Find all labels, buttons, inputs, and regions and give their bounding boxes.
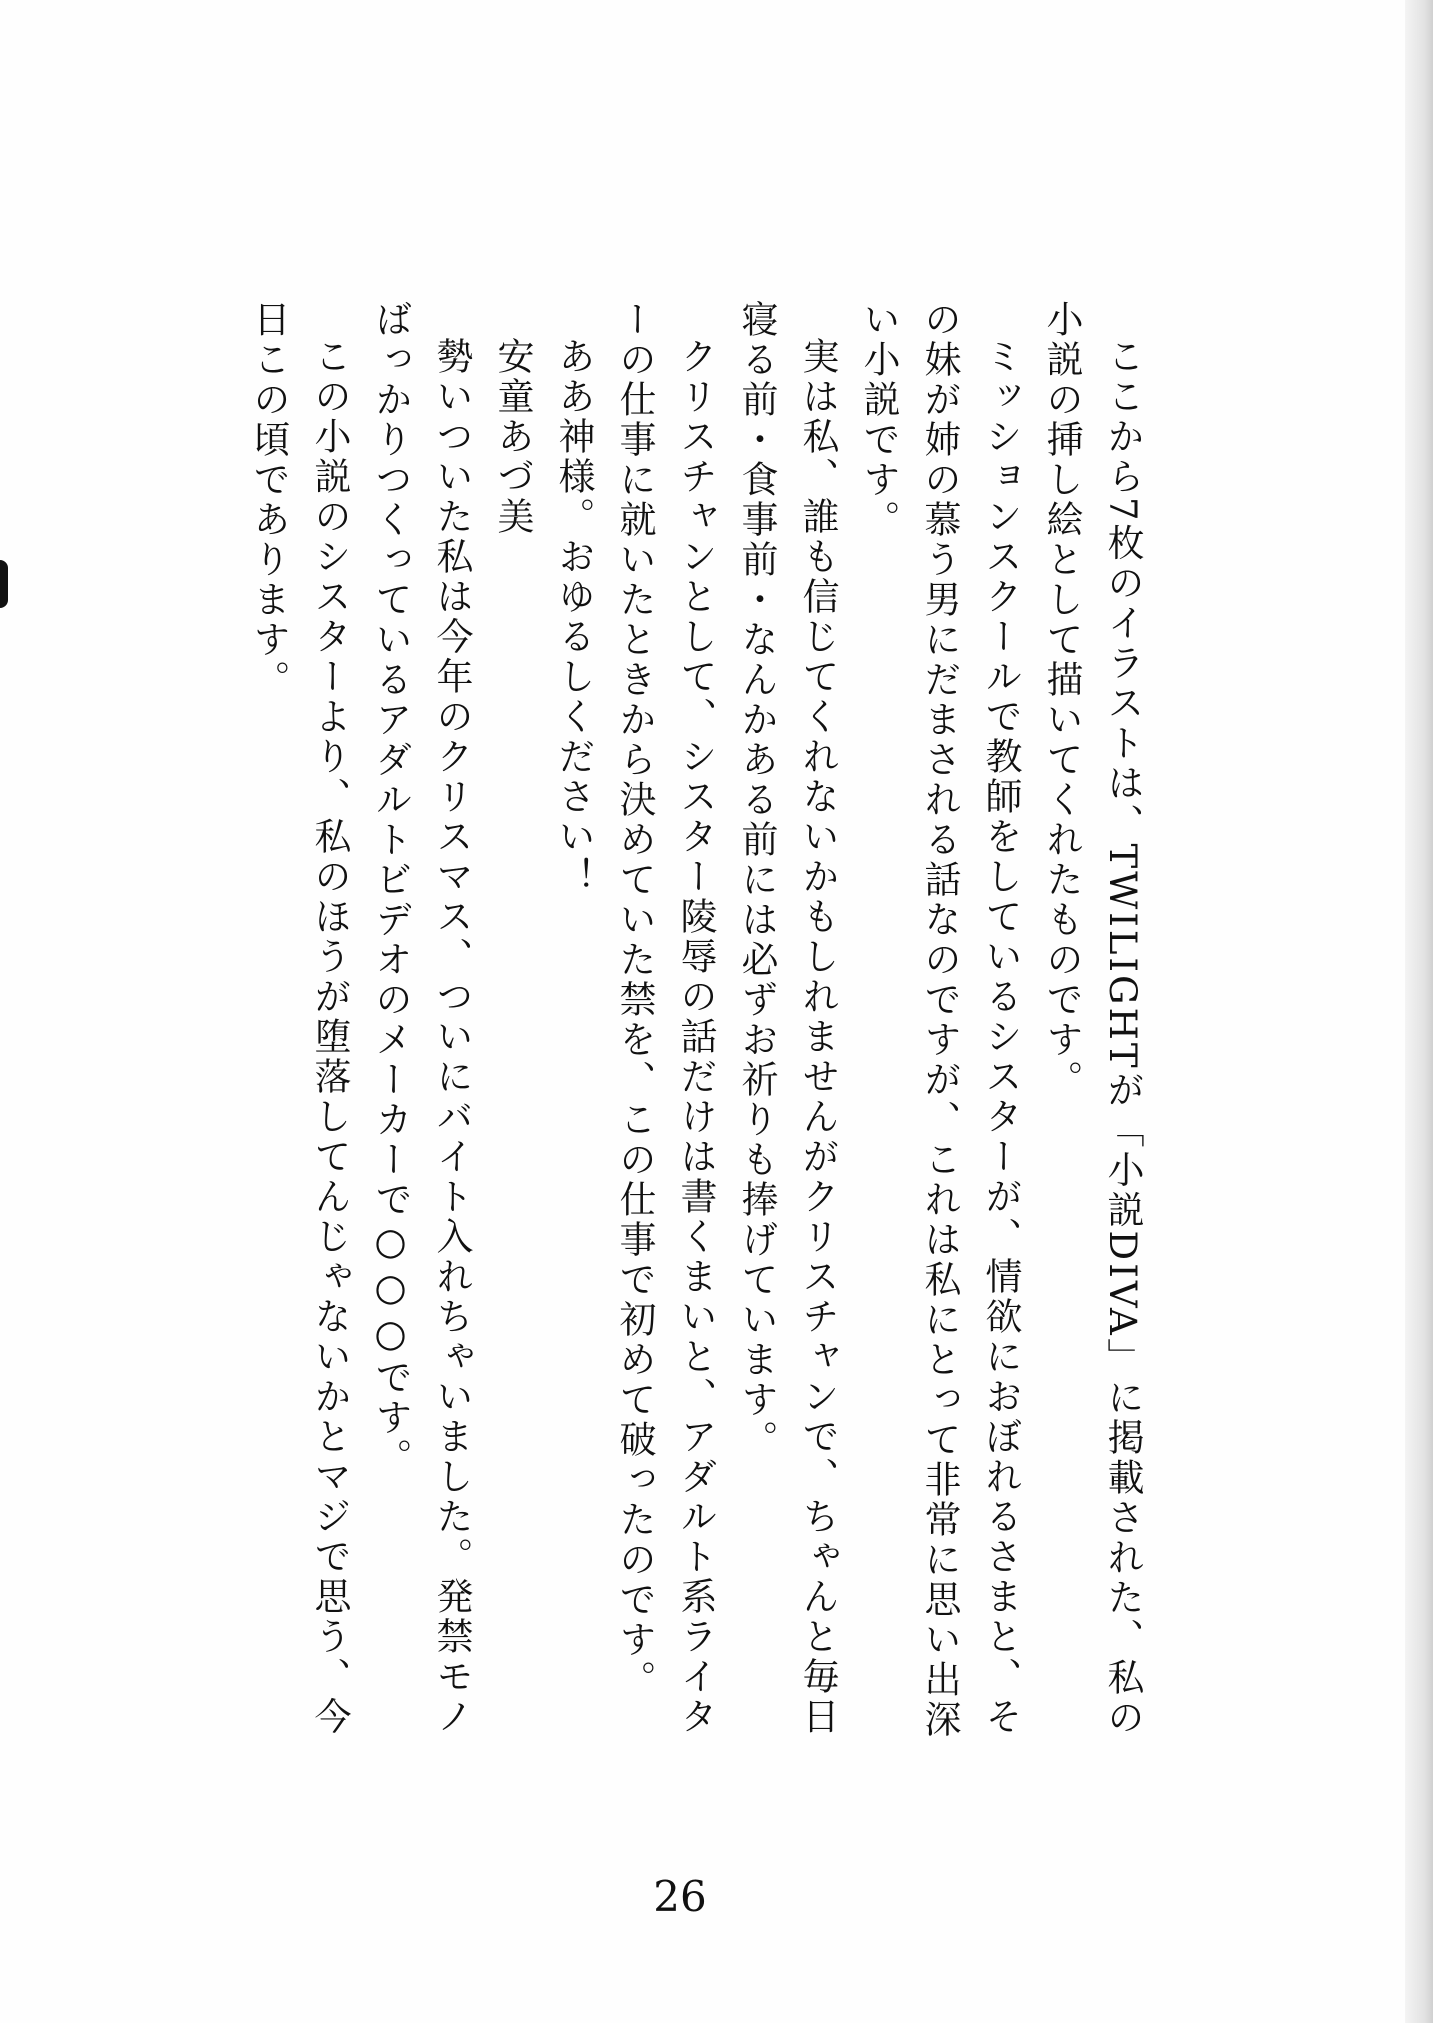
paragraph-2: ミッションスクールで教師をしているシスターが、情欲におぼれるさまと、その妹が姉の慕う男にだまされる話なのですが、これは私にとって非常に思い出深い小説です。 bbox=[857, 300, 1022, 1740]
page-number: 26 bbox=[653, 1872, 707, 1921]
paragraph-4: クリスチャンとして、シスター陵辱の話だけは書くまいと、アダルト系ライターの仕事に就いたときから決めていた禁を、この仕事で初めて破ったのです。 bbox=[613, 300, 717, 1737]
paragraph-7: この小説のシスターより、私のほうが堕落してんじゃないかとマジで思う、今日この頃であります。 bbox=[247, 300, 351, 1737]
vertical-body-text bbox=[238, 300, 1153, 1760]
paragraph-6: 勢いついた私は今年のクリスマス、ついにバイト入れちゃいました。発禁モノばっかりつくっているアダルトビデオのメーカーで○○○です。 bbox=[369, 300, 473, 1737]
paragraph-1: ここから7枚のイラストは、TWILIGHTが「小説DIVA」に掲載された、私の小説の挿し絵として描いてくれたものです。 bbox=[1040, 300, 1144, 1738]
paragraph-3: 実は私、誰も信じてくれないかもしれませんがクリスチャンで、ちゃんと毎日寝る前・食事前・なんかある前には必ずお祈りも捧げています。 bbox=[735, 300, 839, 1737]
binding-mark bbox=[0, 560, 8, 608]
page-edge-shadow bbox=[1405, 0, 1433, 2023]
paragraph-5: ああ神様。おゆるしください！ bbox=[552, 337, 595, 897]
signature: 安童あづ美 bbox=[491, 337, 534, 537]
